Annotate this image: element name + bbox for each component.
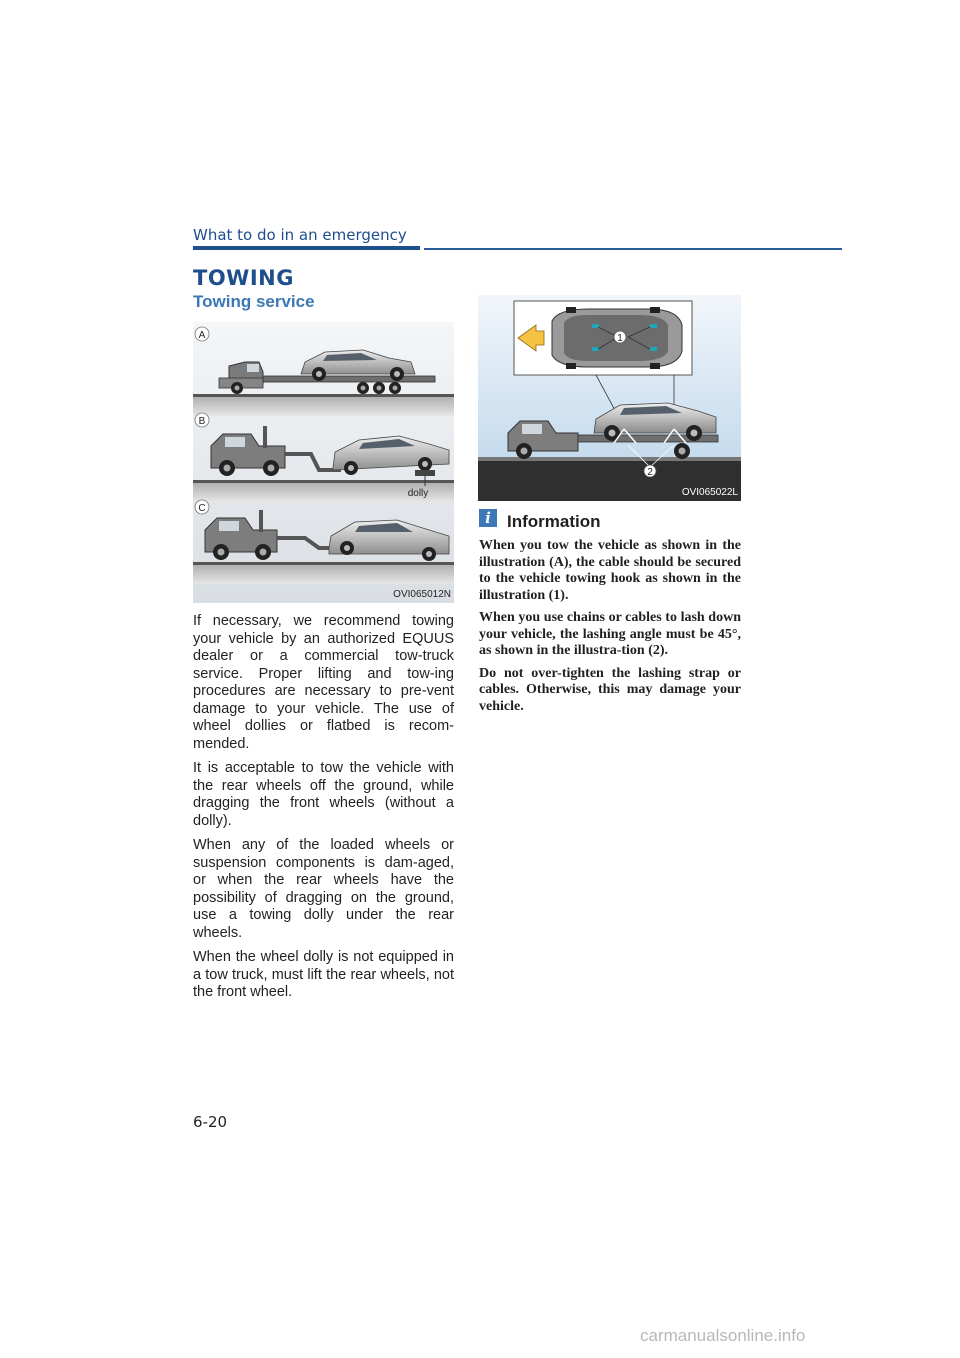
section-header: What to do in an emergency	[193, 226, 407, 244]
header-rule-light	[424, 248, 842, 250]
body-paragraph: When any of the loaded wheels or suspension components is dam-aged, or when the rear wheels have the possibility of dragging on the ground, use a towing dolly under the rear wheels.	[193, 837, 454, 941]
dolly-label: dolly	[407, 488, 429, 499]
body-paragraph: When the wheel dolly is not equipped in a tow truck, must lift the rear wheels, not the front wheel.	[193, 949, 454, 1000]
svg-text:A: A	[198, 330, 206, 341]
sub-title: Towing service	[193, 292, 315, 311]
scene-label-a	[195, 327, 209, 341]
info-paragraph: Do not over-tighten the lashing strap or cables. Otherwise, this may damage your vehicle.	[479, 665, 741, 714]
body-paragraph: If necessary, we recommend towing your vehicle by an authorized EQUUS dealer or a commercial tow-truck service. Proper lifting and tow-ing procedures are necessary to pre-vent damage to your vehicle. The use of wheel dollies or flatbed is recom-mended.	[193, 613, 454, 752]
top-view-inset	[514, 301, 692, 375]
towing-methods-illustration	[193, 322, 454, 603]
info-title: Information	[507, 512, 601, 531]
figure-code-left: OVI065012N	[393, 589, 451, 600]
info-body	[479, 538, 741, 721]
scene-label-c	[195, 500, 209, 514]
body-paragraph: It is acceptable to tow the vehicle with the rear wheels off the ground, while dragging the front wheels (without a dolly).	[193, 760, 454, 829]
svg-text:B: B	[198, 416, 206, 427]
header-rule-dark	[193, 246, 420, 250]
lashing-illustration	[478, 295, 741, 501]
info-paragraph: When you tow the vehicle as shown in the illustration (A), the cable should be secured to the vehicle towing hook as shown in the illustration (1).	[479, 538, 741, 603]
chapter-title: TOWING	[193, 266, 294, 290]
info-paragraph: When you use chains or cables to lash down your vehicle, the lashing angle must be 45°, as shown in the illustra-tion (2).	[479, 610, 741, 658]
callout-2: 2	[647, 467, 653, 478]
scene-label-b	[195, 413, 209, 427]
watermark: carmanualsonline.info	[640, 1326, 806, 1345]
svg-text:C: C	[198, 503, 206, 514]
info-icon: i	[479, 509, 497, 527]
callout-1: 1	[617, 333, 623, 344]
body-text	[193, 613, 454, 1009]
figure-code-right: OVI065022L	[681, 487, 738, 498]
page-number: 6-20	[193, 1113, 228, 1131]
